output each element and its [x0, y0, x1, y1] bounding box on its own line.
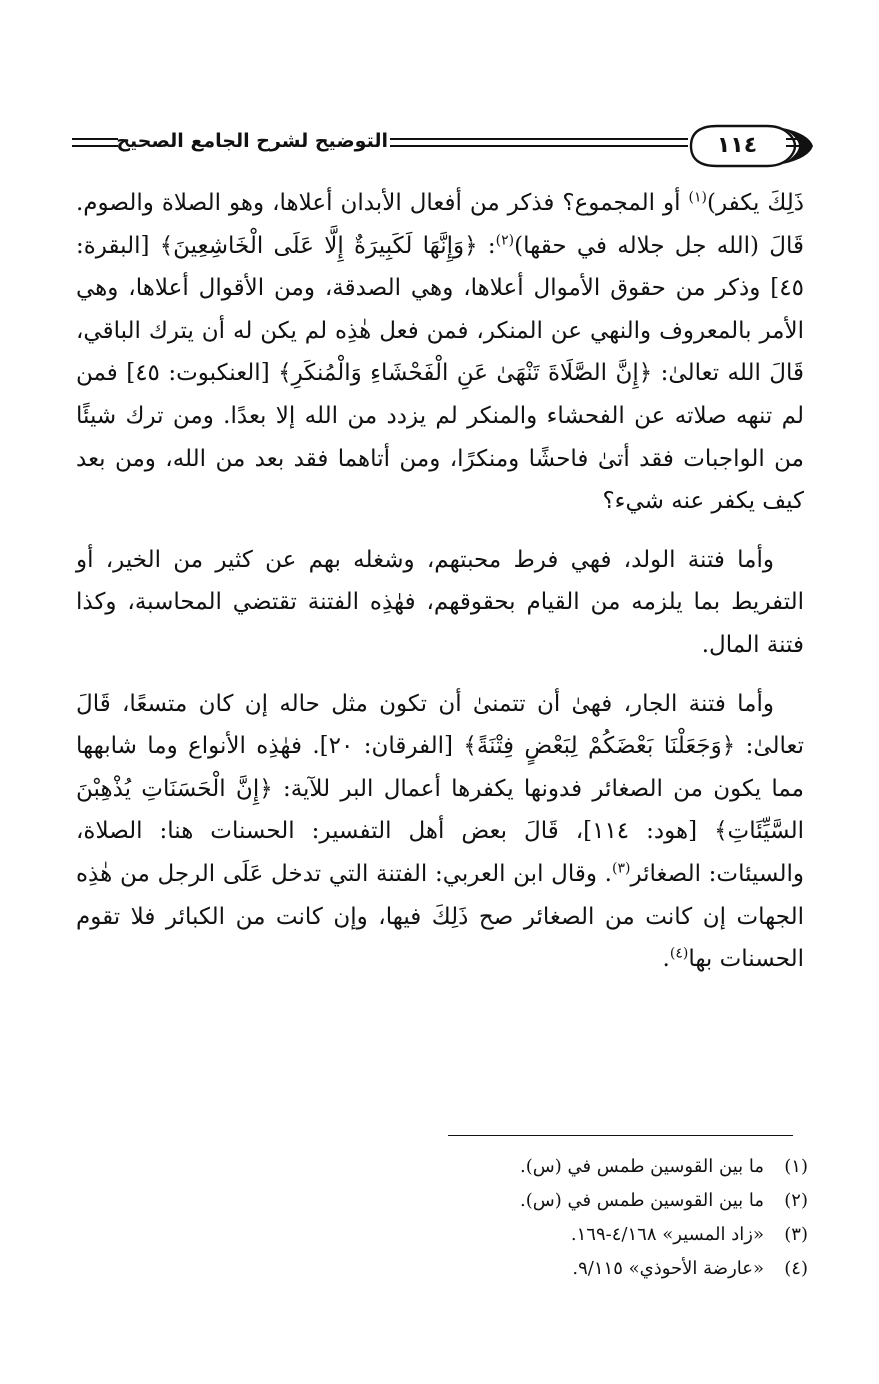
main-text [76, 182, 804, 981]
footnote-mark: (٣) [784, 1224, 808, 1245]
footnote-mark: (١) [784, 1156, 808, 1177]
text-run: أو المجموع؟ فذكر من أفعال الأبدان أعلاها، وهو الصلاة والصوم. قَالَ (الله جل جلاله في حقها) [76, 190, 804, 259]
footnote-mark: (٢) [784, 1190, 808, 1211]
paragraph: وأما فتنة الولد، فهي فرط محبتهم، وشغله بهم عن كثير من الخير، أو التفريط بما يلزمه من القيام بحقوقهم، فهٰذِه الفتنة تقتضي المحاسبة، وكذا فتنة المال. [76, 546, 804, 658]
text-run: . وقال ابن العربي: الفتنة التي تدخل عَلَى الرجل من هٰذِه الجهات إن كانت من الصغائر صح ذَلِكَ فيها، وإن كانت من الكبائر فلا تقوم الحسنات بها [76, 860, 804, 973]
footnote [420, 1184, 808, 1218]
header-rule [72, 145, 118, 147]
page-number-ornament [687, 120, 827, 172]
header-rule [72, 138, 118, 140]
paragraph [76, 683, 804, 981]
footnote-mark: (٤) [784, 1258, 808, 1279]
footnote-text: «زاد المسير» ٤/١٦٨-١٦٩. [570, 1224, 764, 1245]
footnote [420, 1150, 808, 1184]
footnote-ref: (١) [688, 189, 707, 206]
text-run: : ﴿وَإِنَّهَا لَكَبِيرَةٌ إِلَّا عَلَى الْخَاشِعِينَ﴾ [البقرة: ٤٥] وذكر من حقوق الأموال أعلاها، وهي الصدقة، ومن الأقوال أعلاها، وهي الأمر بالمعروف والنهي عن المنكر، فمن فعل هٰذِه لم يكن له أن يترك الباقي، قَالَ الله تعالىٰ: ﴿إِنَّ الصَّلَاةَ تَنْهَىٰ عَنِ الْفَحْشَاءِ وَالْمُنكَرِ﴾ [العنكبوت: ٤٥] فمن لم تنهه صلاته عن الفحشاء والمنكر لم يزدد من الله إلا بعدًا. ومن ترك شيئًا من الواجبات فقد أتىٰ فاحشًا ومنكرًا، ومن أتاهما فقد بعد من الله، ومن بعد كيف يكفر عنه شيء؟ [76, 232, 804, 515]
footnote-text: «عارضة الأحوذي» ٩/١١٥. [572, 1258, 764, 1279]
footnote-ref: (٣) [611, 860, 631, 877]
header-rule [390, 145, 688, 147]
header-rule [390, 138, 688, 140]
text-run: . [662, 946, 670, 973]
text-run: ذَلِكَ يكفر) [706, 190, 804, 216]
footnote-separator [448, 1135, 793, 1136]
footnote-ref: (٤) [669, 945, 689, 962]
text-run: وأما فتنة الجار، فهىٰ أن تتمنىٰ أن تكون مثل حاله إن كان متسعًا، قَالَ تعالىٰ: ﴿وَجَعَلْنَا بَعْضَكُمْ لِبَعْضٍ فِتْنَةً﴾ [الفرقان: ٢٠]. فهٰذِه الأنواع وما شابهها مما يكون من الصغائر فدونها يكفرها أعمال البر للآية: ﴿إِنَّ الْحَسَنَاتِ يُذْهِبْنَ السَّيِّئَاتِ﴾ [هود: ١١٤]، قَالَ بعض أهل التفسير: الحسنات هنا: الصلاة، والسيئات: الصغائر [76, 690, 805, 887]
footnotes [420, 1150, 808, 1286]
footnote-text: ما بين القوسين طمس في (س). [519, 1156, 764, 1177]
footnote [420, 1218, 808, 1252]
header-title: التوضيح لشرح الجامع الصحيح [116, 130, 388, 152]
footnote-ref: (٢) [495, 231, 515, 248]
footnote-text: ما بين القوسين طمس في (س). [519, 1190, 764, 1211]
footnote [420, 1252, 808, 1286]
paragraph [76, 182, 804, 523]
running-header [72, 118, 806, 174]
page-number: ١١٤ [716, 133, 758, 158]
